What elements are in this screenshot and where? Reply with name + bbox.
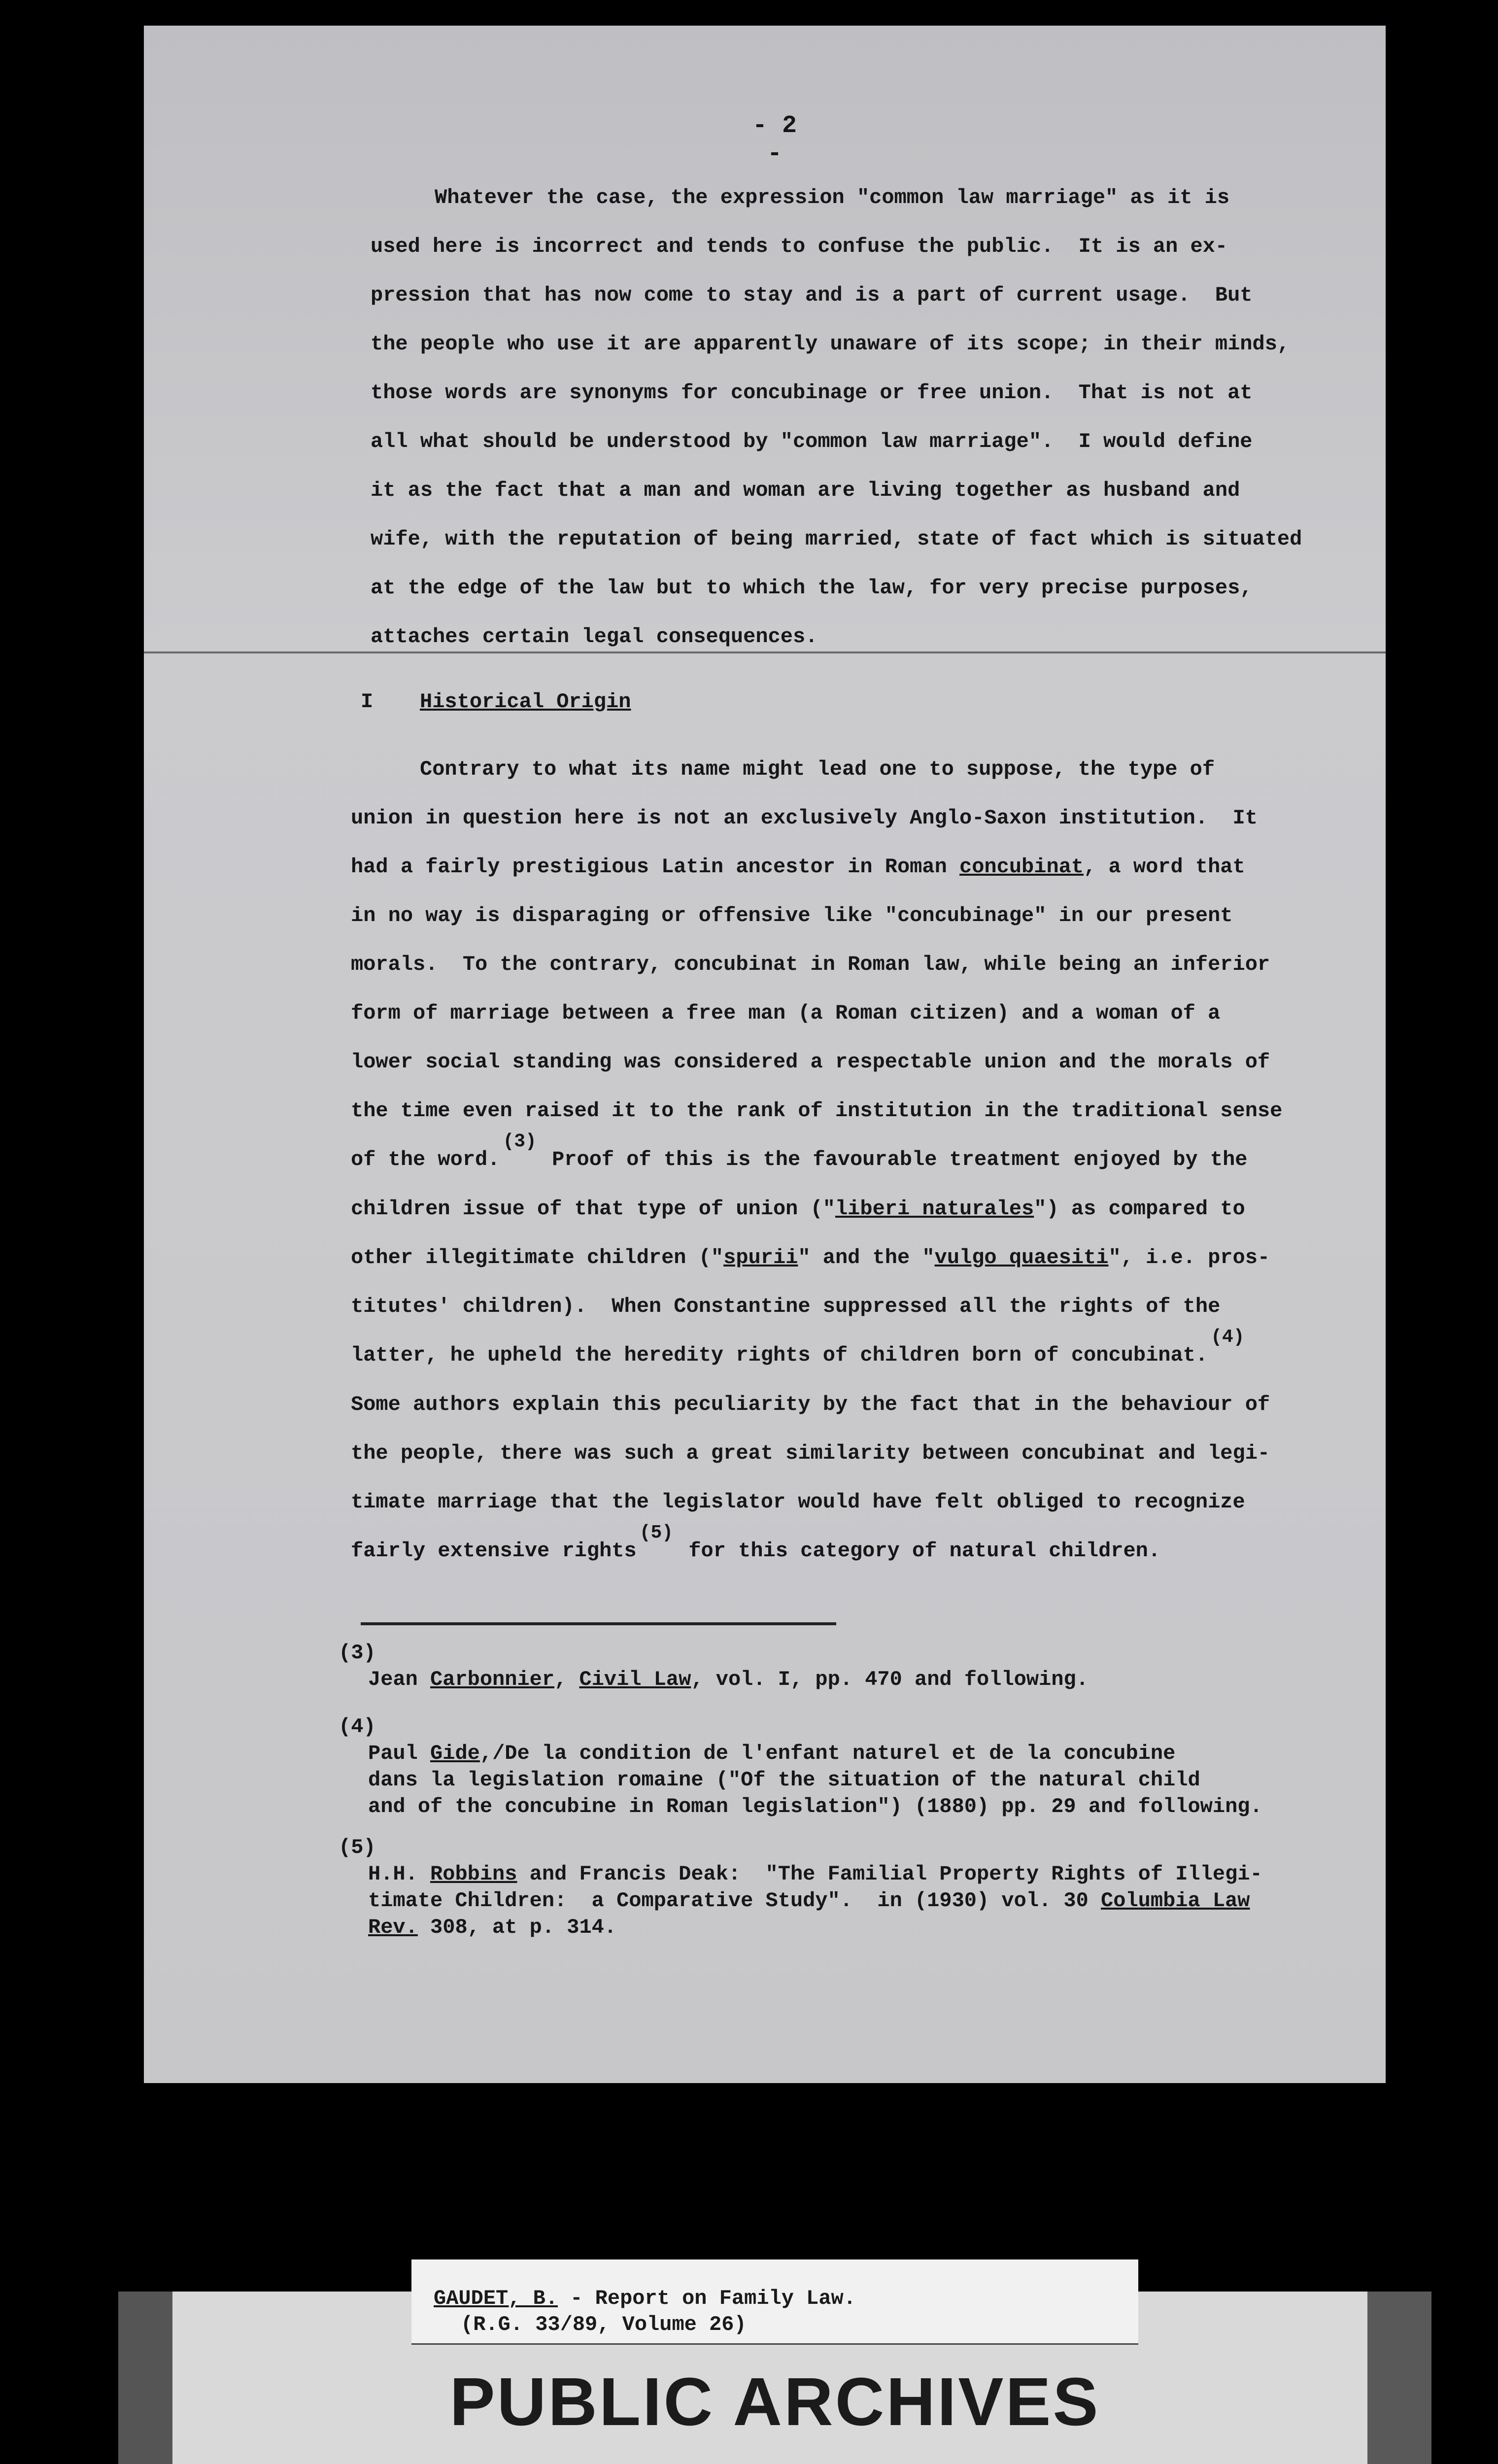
text-line — [368, 1916, 616, 1939]
label-line-2: (R.G. 33/89, Volume 26) — [461, 2313, 747, 2336]
text-segment: Jean — [368, 1668, 431, 1691]
text-line: union in question here is not an exclusively Anglo-Saxon institution. It — [351, 806, 1258, 830]
archive-label — [411, 2259, 1138, 2345]
text-line: timate marriage that the legislator would have felt obliged to recognize — [351, 1490, 1245, 1514]
text-line: in no way is disparaging or offensive like "concubinage" in our present — [351, 904, 1233, 927]
text-segment: ,/De la condition de l'enfant naturel et de la concubine — [479, 1742, 1176, 1765]
footnote-mark: (3) — [339, 1641, 376, 1665]
text-line — [368, 1668, 1089, 1691]
text-line: morals. To the contrary, concubinat in Roman law, while being an inferior — [351, 953, 1270, 976]
text-line — [351, 1233, 1312, 1282]
section-title: Historical Origin — [420, 690, 631, 714]
footnote-3 — [339, 1640, 1324, 1693]
text-line — [351, 1327, 1312, 1380]
label-line-1 — [434, 2287, 856, 2310]
footnote-text — [339, 1861, 1349, 1941]
text-line: dans la legislation romaine ("Of the situation of the natural child — [368, 1768, 1200, 1792]
document-page — [144, 26, 1386, 2083]
text-line: it as the fact that a man and woman are living together as husband and — [371, 479, 1240, 502]
text-segment: latter, he upheld the heredity rights of children born of concubinat. — [351, 1343, 1208, 1367]
label-author: GAUDET, B. — [434, 2287, 558, 2310]
footnote-mark: (5) — [339, 1836, 376, 1859]
text-line: all what should be understood by "common law marriage". I would define — [371, 430, 1253, 453]
text-segment: ", i.e. pros- — [1108, 1246, 1270, 1269]
footnote-text — [339, 1740, 1349, 1820]
fold-line — [144, 651, 1386, 653]
underlined-term: Gide — [430, 1742, 480, 1765]
underlined-term: Columbia Law — [1101, 1889, 1250, 1913]
underlined-term: liberi naturales — [835, 1197, 1034, 1221]
text-line — [351, 1131, 1312, 1185]
text-segment: " and the " — [798, 1246, 935, 1269]
text-line — [368, 1862, 1262, 1886]
footnote-ref-3: (3) — [503, 1131, 537, 1152]
text-line — [351, 843, 1312, 891]
footnote-4 — [339, 1713, 1349, 1820]
underlined-term: spurii — [723, 1246, 798, 1269]
text-line: Whatever the case, the expression "common law marriage" as it is — [435, 186, 1230, 209]
text-line: the time even raised it to the rank of institution in the traditional sense — [351, 1099, 1283, 1123]
underlined-term: Civil Law — [579, 1668, 691, 1691]
text-line: the people who use it are apparently unaware of its scope; in their minds, — [371, 332, 1290, 356]
archive-title-en: PUBLIC ARCHIVES — [449, 2364, 1100, 2440]
text-segment: , a word that — [1084, 855, 1245, 879]
text-segment: ") as compared to — [1034, 1197, 1245, 1221]
text-line: lower social standing was considered a respectable union and the morals of — [351, 1050, 1270, 1074]
underlined-term: Rev. — [368, 1916, 418, 1939]
text-line: pression that has now come to stay and is a part of current usage. But — [371, 283, 1253, 307]
footnote-5 — [339, 1834, 1349, 1941]
text-line: form of marriage between a free man (a Roman citizen) and a woman of a — [351, 1001, 1221, 1025]
underlined-term: Robbins — [430, 1862, 517, 1886]
footnote-separator — [361, 1622, 836, 1625]
section-number: I — [361, 690, 374, 714]
section-heading — [361, 690, 1297, 714]
underlined-term: vulgo quaesiti — [934, 1246, 1109, 1269]
text-line: and of the concubine in Roman legislation") (1880) pp. 29 and following. — [368, 1795, 1262, 1818]
text-line: at the edge of the law but to which the law, for very precise purposes, — [371, 576, 1253, 600]
text-line: attaches certain legal consequences. — [371, 625, 818, 649]
text-line: Some authors explain this peculiarity by the fact that in the behaviour of — [351, 1393, 1270, 1416]
footnote-ref-5: (5) — [639, 1522, 674, 1543]
text-line — [351, 1185, 1312, 1233]
text-segment: for this category of natural children. — [676, 1539, 1161, 1563]
text-segment: fairly extensive rights — [351, 1539, 637, 1563]
underlined-term: concubinat — [959, 855, 1084, 879]
text-segment: children issue of that type of union (" — [351, 1197, 835, 1221]
text-line — [351, 1522, 1312, 1576]
text-line — [368, 1889, 1250, 1913]
text-segment: Proof of this is the favourable treatment enjoyed by the — [539, 1148, 1248, 1171]
footnote-mark: (4) — [339, 1715, 376, 1739]
text-line: titutes' children). When Constantine suppressed all the rights of the — [351, 1295, 1221, 1318]
text-segment: and Francis Deak: "The Familial Property Rights of Illegi- — [517, 1862, 1262, 1886]
text-line: wife, with the reputation of being married, state of fact which is situated — [371, 527, 1302, 551]
text-segment: , — [554, 1668, 579, 1691]
text-segment: of the word. — [351, 1148, 500, 1171]
page-number: - 2 - — [752, 112, 797, 168]
label-title: - Report on Family Law. — [558, 2287, 856, 2310]
text-segment: , vol. I, pp. 470 and following. — [691, 1668, 1089, 1691]
text-line: Contrary to what its name might lead one to suppose, the type of — [420, 757, 1215, 781]
paragraph-2 — [351, 745, 1312, 1576]
text-segment: Paul — [368, 1742, 431, 1765]
footnote-ref-4: (4) — [1211, 1327, 1245, 1348]
text-segment: had a fairly prestigious Latin ancestor in Roman — [351, 855, 960, 879]
text-segment: 308, at p. 314. — [417, 1916, 617, 1939]
underlined-term: Carbonnier — [430, 1668, 555, 1691]
text-segment: other illegitimate children (" — [351, 1246, 724, 1269]
text-line: used here is incorrect and tends to confuse the public. It is an ex- — [371, 235, 1228, 258]
text-line: those words are synonyms for concubinage or free union. That is not at — [371, 381, 1253, 405]
text-segment: timate Children: a Comparative Study". in (1930) vol. 30 — [368, 1889, 1101, 1913]
text-line — [368, 1742, 1175, 1765]
paragraph-1 — [371, 173, 1307, 661]
footnote-text — [339, 1666, 1324, 1693]
text-segment: H.H. — [368, 1862, 431, 1886]
text-line: the people, there was such a great similarity between concubinat and legi- — [351, 1441, 1270, 1465]
